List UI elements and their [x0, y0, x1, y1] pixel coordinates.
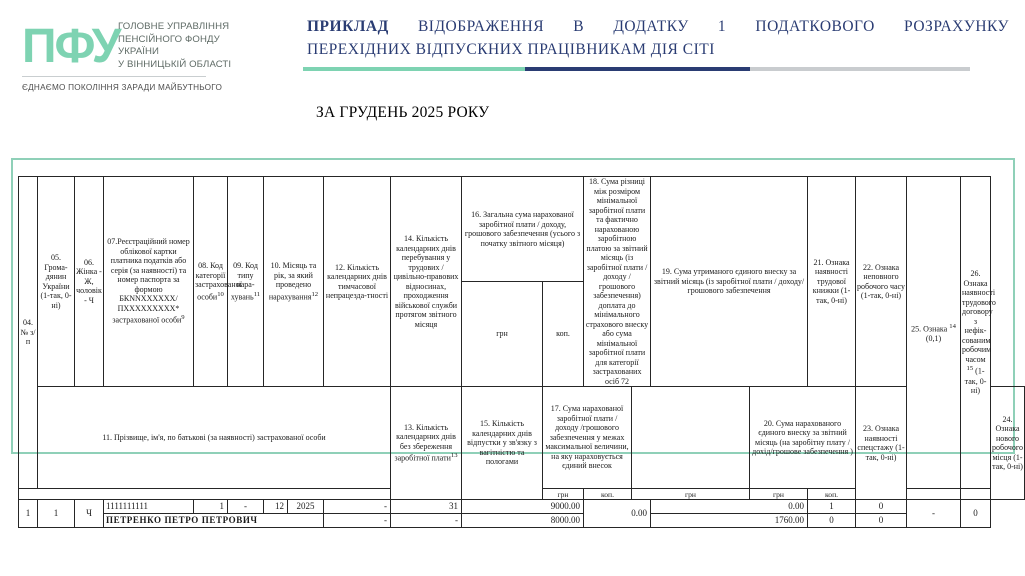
- col-18-cont: [632, 387, 750, 489]
- col-24-header: 24. Ознака нового робочого місця (1-так, 0-ні): [991, 387, 1025, 500]
- col-22-header: 22. Ознака неповного робочого часу (1-так, 0-ні): [856, 177, 907, 387]
- col-08-label: 08. Код категорії застрахованої особи: [195, 261, 242, 302]
- col-10-footnote: 12: [311, 290, 319, 298]
- slide-title: [307, 15, 1009, 61]
- col-18-header: 18. Сума різниці між розміром мінімальної заробітної плати та фактично нарахованою заробітною платою за звітний місяць (із заробітної плати / доходу / грошового забезпечення) доплата до мінімального страхового внеску або сума мінімальної заробітної плати для категорії застрахованих осіб 72: [584, 177, 651, 387]
- cell-row-number: 1: [19, 500, 38, 528]
- cell-col22: 0: [856, 500, 907, 514]
- cell-col26: 0: [961, 500, 991, 528]
- cell-col20: 1760.00: [651, 514, 808, 528]
- cell-col17: 8000.00: [462, 514, 584, 528]
- title-line-1-rest: ВІДОБРАЖЕННЯ В ДОДАТКУ 1 ПОДАТКОВОГО РОЗРАХУНКУ: [417, 18, 1010, 35]
- col-21-header: 21. Ознака наявності трудової книжки (1-так, 0-ні): [808, 177, 856, 387]
- col-13-footnote: 13: [450, 452, 458, 460]
- cell-col19: 0.00: [651, 500, 808, 514]
- cell-tax-id: 1111111111: [104, 500, 194, 514]
- col-08-header: [194, 177, 242, 387]
- col-05-header: 05. Грома-дянин України (1-так, 0-ні): [38, 177, 75, 387]
- col-08-footnote: 10: [217, 290, 224, 298]
- accent-bar-gray: [750, 67, 970, 71]
- col-17-kop-header: коп.: [584, 489, 632, 500]
- cell-gender: Ч: [75, 500, 104, 528]
- cell-col23: 0: [808, 514, 856, 528]
- col-26-label: 26. Ознака наявності трудового договору з нефік-сованим робочим часом: [962, 269, 996, 364]
- cell-col18: 0.00: [584, 500, 651, 528]
- col-07-label: 07.Реєстраційний номер облікової картки платника податків або серія (за наявності) та номер паспорта за формою БКNNXXXXXX/ ПXXXXXXXXX* застрахованої особи: [107, 237, 190, 326]
- cell-accrual-type: -: [228, 500, 264, 514]
- col-26-footnote: 15: [966, 365, 974, 373]
- col-26-unit-spacer: [961, 489, 991, 500]
- header-row-3: [19, 387, 1025, 489]
- cell-col16: 9000.00: [462, 500, 584, 514]
- cell-month: 12: [264, 500, 288, 514]
- col-06-header: 06. Жінка - Ж, чоловік - Ч: [75, 177, 104, 387]
- org-line-2: ПЕНСІЙНОГО ФОНДУ УКРАЇНИ: [118, 33, 220, 57]
- col-09-footnote: 11: [253, 290, 261, 298]
- col-11-unit-spacer: [19, 489, 391, 500]
- cell-citizen: 1: [38, 500, 75, 528]
- slogan: ЄДНАЄМО ПОКОЛІННЯ ЗАРАДИ МАЙБУТНЬОГО: [22, 83, 223, 92]
- col-13-header: [391, 387, 462, 500]
- org-line-1: ГОЛОВНЕ УПРАВЛІННЯ: [118, 21, 230, 32]
- cell-col14: 31: [391, 500, 462, 514]
- col-09-label: 09. Код типу нара-хувань: [230, 261, 258, 302]
- col-20-grn-header: грн: [750, 489, 808, 500]
- table-row: [19, 500, 1025, 514]
- col-10-header: [264, 177, 324, 387]
- col-15-header: 15. Кількість календарних днів відпустки у зв'язку з вагітністю та пологами: [462, 387, 543, 500]
- col-19-header: 19. Сума утриманого єдиного внеску за звітний місяць (із заробітної плати / доходу/грошового забезпечення: [651, 177, 808, 387]
- col-18-grn-header: грн: [632, 489, 750, 500]
- org-name: [118, 21, 258, 71]
- col-04-header: 04. № з/п: [19, 177, 38, 489]
- title-line-1: [307, 15, 1009, 38]
- col-26-header: [961, 177, 996, 489]
- col-16-kop-header: коп.: [543, 282, 584, 387]
- table-row: [19, 514, 1025, 528]
- col-07-header: [104, 177, 194, 387]
- pfu-logo-text: ПФУ: [22, 20, 120, 73]
- cell-full-name: ПЕТРЕНКО ПЕТРО ПЕТРОВИЧ: [104, 514, 324, 528]
- logo-divider: [22, 76, 206, 77]
- col-25-tail: (0,1): [925, 333, 942, 343]
- col-26-tail: (1-так, 0-ні): [964, 367, 987, 396]
- cell-col25: -: [907, 500, 961, 528]
- pfu-logo: [22, 18, 120, 73]
- col-16-grn-header: грн: [462, 282, 543, 387]
- accent-bar-navy: [525, 67, 750, 71]
- col-11-header: 11. Прізвище, ім'я, по батькові (за наявності) застрахованої особи: [38, 387, 391, 489]
- col-20-kop-header: коп.: [808, 489, 856, 500]
- col-17-header: 17. Сума нарахованої заробітної плати / доходу /грошового забезпечення у межах максимальної величини, на яку нараховується єдиний внесок: [543, 387, 632, 489]
- col-16-header: 16. Загальна сума нарахованої заробітної плати / доходу, грошового забезпечення (усього з початку звітного місяця): [462, 177, 584, 282]
- appendix-1-table: [18, 176, 1025, 528]
- header-row-1: [19, 177, 1025, 282]
- col-17-grn-header: грн: [543, 489, 584, 500]
- col-10-label: 10. Місяць та рік, за який проведено нарахування: [268, 261, 317, 302]
- cell-year: 2025: [288, 500, 324, 514]
- col-25-footnote: 14: [949, 322, 956, 330]
- col-12-header: 12. Кількість календарних днів тимчасової непрацезда-тності: [324, 177, 391, 387]
- report-period: ЗА ГРУДЕНЬ 2025 РОКУ: [316, 104, 490, 121]
- accent-bar-green: [303, 67, 525, 71]
- col-25-header: [907, 177, 961, 489]
- cell-col15: -: [391, 514, 462, 528]
- title-lead: ПРИКЛАД: [307, 18, 389, 35]
- cell-col12: -: [324, 500, 391, 514]
- col-13-label: 13. Кількість календарних днів без збереження заробітної плати: [394, 422, 456, 463]
- cell-col13: -: [324, 514, 391, 528]
- cell-col21: 1: [808, 500, 856, 514]
- col-07-footnote: 9: [181, 314, 185, 322]
- title-line-2: ПЕРЕХІДНИХ ВІДПУСКНИХ ПРАЦІВНИКАМ ДІЯ СІТІ: [307, 41, 715, 58]
- cell-col24: 0: [856, 514, 907, 528]
- col-25-label: 25. Ознака: [911, 324, 948, 334]
- col-14-header: 14. Кількість календарних днів перебування у трудових / цивільно-правових відносинах, проходження військової служби протягом звітного місяця: [391, 177, 462, 387]
- col-20-header: 20. Сума нарахованого єдиного внеску за звітний місяць (на заробітну плату / дохід/грошове забезпечення ): [750, 387, 856, 489]
- col-25-unit-spacer: [907, 489, 961, 500]
- org-line-3: У ВІННИЦЬКІЙ ОБЛАСТІ: [118, 58, 232, 70]
- col-23-header: 23. Ознака наявності спецстажу (1-так, 0-ні): [856, 387, 907, 500]
- cell-category: 1: [194, 500, 228, 514]
